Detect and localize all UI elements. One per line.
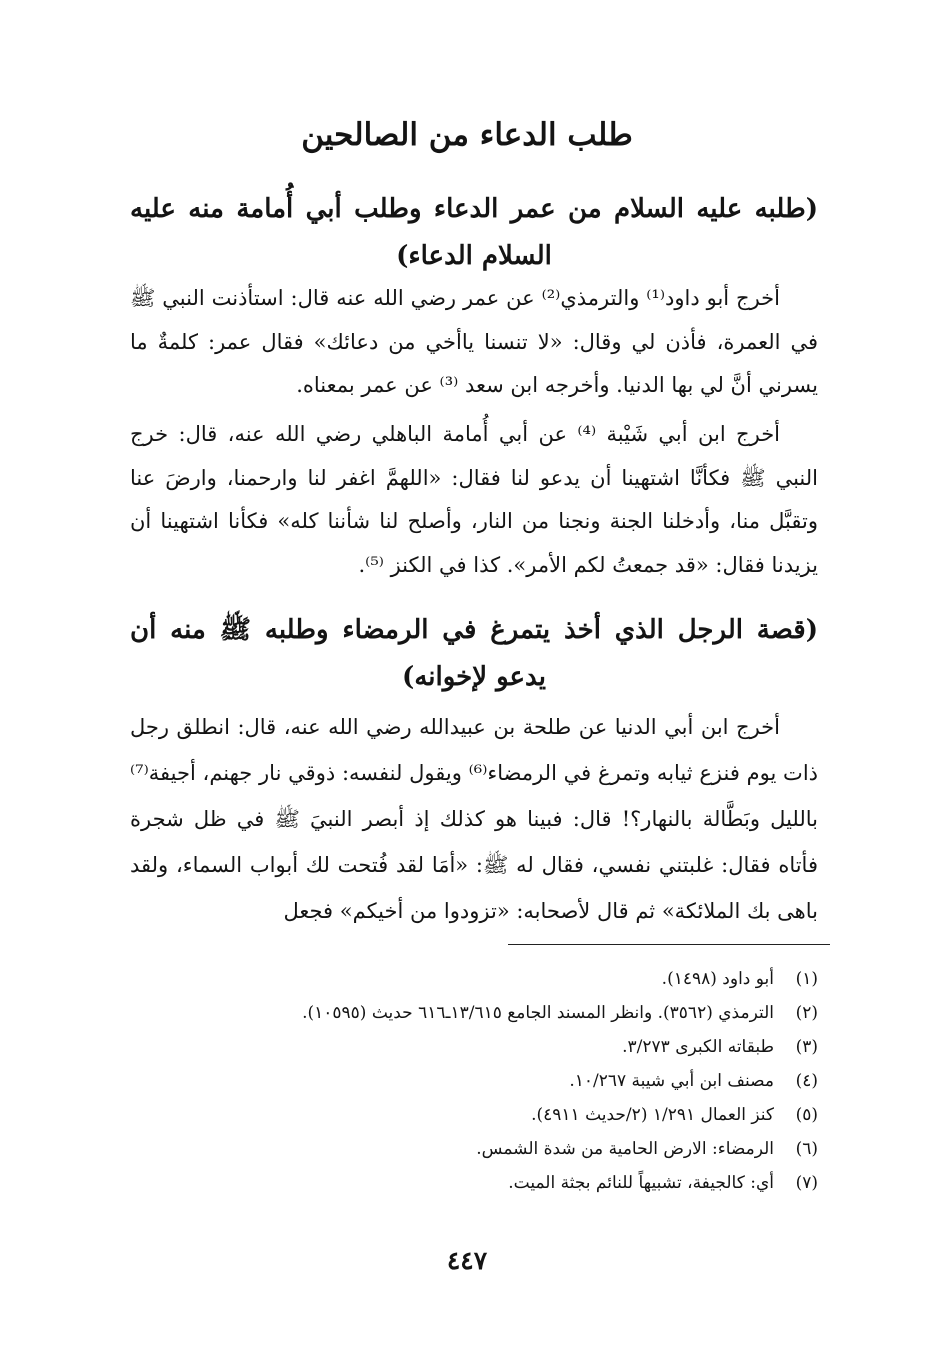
paragraph: أخرج ابن أبي شَيْبة ⁽⁴⁾ عن أبي أُمامة الباهلي رضي الله عنه، قال: خرج النبي ﷺ فكأنَّا اشتهينا أن يدعو لنا فقال: «اللهمَّ اغفر لنا وارحمنا، وارضَ عنا وتقبَّل منا، وأدخلنا الجنة ونجنا من النار، وأصلح لنا شأننا كله» فكأنا اشتهينا أن يزيدنا فقال: «قد جمعتُ لكم الأمر». كذا في الكنز ⁽⁵⁾. (130, 422, 818, 577)
footnote-number: (٧) (795, 1173, 818, 1193)
footnote-text: مصنف ابن أبي شيبة ١٠/٢٦٧. (569, 1071, 774, 1091)
footnote-text: طبقاته الكبرى ٣/٢٧٣. (622, 1037, 774, 1057)
footnote-number: (٤) (795, 1071, 818, 1091)
footnote-number: (١) (795, 969, 818, 989)
paragraph: أخرج أبو داود⁽¹⁾ والترمذي⁽²⁾ عن عمر رضي الله عنه قال: استأذنت النبي ﷺ في العمرة، فأذن لي وقال: «لا تنسنا ياأخي من دعائك» فقال عمر: كلمةٌ ما يسرني أنَّ لي بها الدنيا. وأخرجه ابن سعد ⁽³⁾ عن عمر بمعناه. (130, 286, 818, 397)
footnote (130, 1064, 818, 1098)
footnote (130, 1166, 818, 1200)
footnote-separator (508, 944, 830, 945)
footnote-number: (٣) (795, 1037, 818, 1057)
footnote-number: (٥) (795, 1105, 818, 1125)
footnote-number: (٦) (795, 1139, 818, 1159)
section-heading-2: (قصة الرجل الذي أخذ يتمرغ في الرمضاء وطلبه ﷺ منه أن يدعو لإخوانه) (130, 615, 818, 692)
footnote-text: أي: كالجيفة، تشبيهاً للنائم بجثة الميت. (508, 1173, 774, 1193)
footnote-text: كنز العمال ١/٢٩١ (٢/حديث ٤٩١١). (531, 1105, 774, 1125)
paragraph: أخرج ابن أبي الدنيا عن طلحة بن عبيدالله رضي الله عنه، قال: انطلق رجل ذات يوم فنزع ثيابه وتمرغ في الرمضاء⁽⁶⁾ ويقول لنفسه: ذوقي نار جهنم، أجيفة⁽⁷⁾ بالليل وبَطَّالة بالنهار؟! قال: فبينا هو كذلك إذ أبصر النبيَ ﷺ في ظل شجرة فأتاه فقال: غلبتني نفسي، فقال له ﷺ: «أمَا لقد فُتحت لك أبواب السماء، ولقد باهى بك الملائكة» ثم قال لأصحابه: «تزودوا من أخيكم» فجعل (130, 715, 819, 923)
footnote (130, 1030, 818, 1064)
footnote-number: (٢) (795, 1003, 818, 1023)
footnote (130, 996, 818, 1030)
footnote-text: الترمذي (٣٥٦٢). وانظر المسند الجامع ١٣/٦١٥ـ٦١٦ حديث (١٠٥٩٥). (302, 1003, 774, 1023)
footnotes-list (130, 962, 818, 1200)
footnote-text: الرمضاء: الارض الحامية من شدة الشمس. (476, 1139, 774, 1159)
page-title: طلب الدعاء من الصالحين (301, 117, 633, 153)
footnote (130, 962, 818, 996)
footnote (130, 1098, 818, 1132)
footnote (130, 1132, 818, 1166)
section-heading-1: (طلبه عليه السلام من عمر الدعاء وطلب أبي أُمامة منه عليه السلام الدعاء) (130, 194, 818, 271)
footnote-text: أبو داود (١٤٩٨). (661, 969, 774, 989)
page-number: ٤٤٧ (446, 1246, 488, 1275)
